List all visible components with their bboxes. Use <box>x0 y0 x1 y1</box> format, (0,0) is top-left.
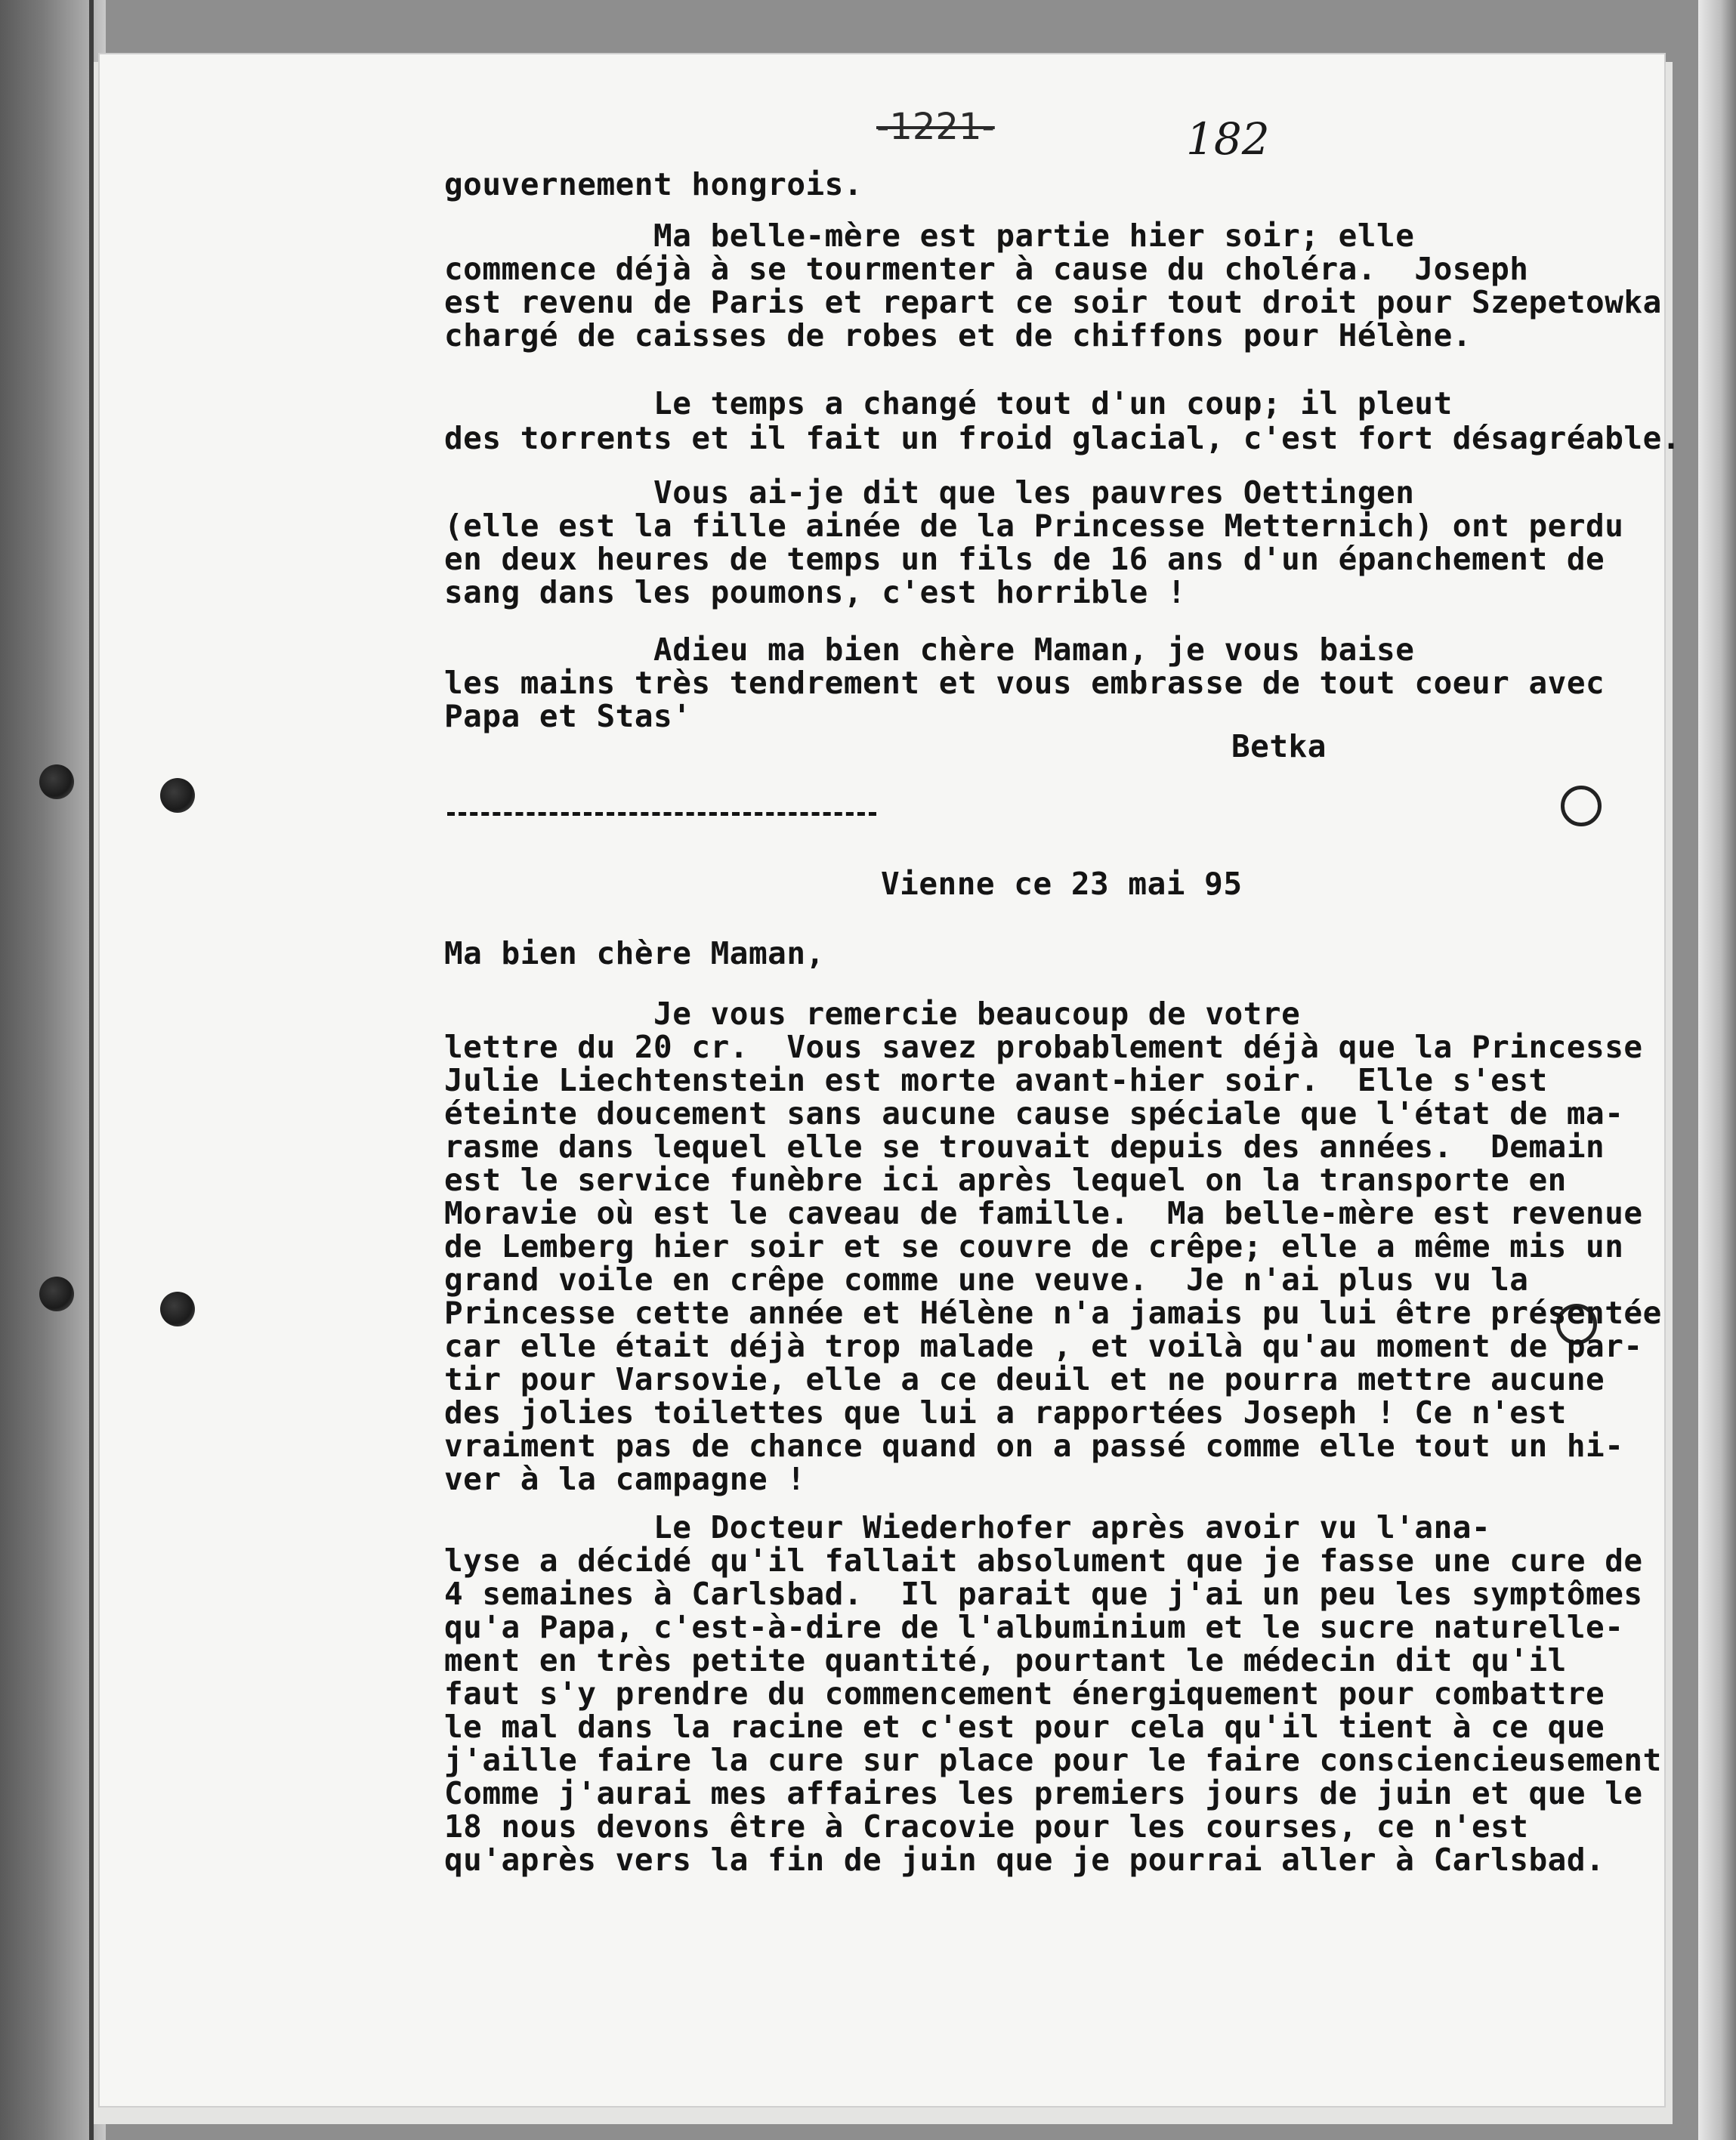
paragraph-line: Princesse cette année et Hélène n'a jamais pu lui être présentée <box>444 1295 1662 1331</box>
paragraph-line: les mains très tendrement et vous embrasse de tout coeur avec <box>444 665 1605 701</box>
paragraph-line: Adieu ma bien chère Maman, je vous baise <box>444 632 1415 668</box>
paragraph-line: ment en très petite quantité, pourtant le médecin dit qu'il <box>444 1642 1567 1678</box>
paragraph-line: Julie Liechtenstein est morte avant-hier soir. Elle s'est <box>444 1062 1548 1098</box>
paragraph-line: faut s'y prendre du commencement énergiquement pour combattre <box>444 1675 1605 1712</box>
paragraph-line: des torrents et il fait un froid glacial, c'est fort désagréable. <box>444 420 1681 456</box>
paragraph-line: rasme dans lequel elle se trouvait depuis des années. Demain <box>444 1129 1605 1165</box>
punch-ring <box>1561 786 1602 826</box>
punch-hole <box>39 764 74 799</box>
paragraph-line: est le service funèbre ici après lequel on la transporte en <box>444 1162 1567 1198</box>
paragraph-line: commence déjà à se tourmenter à cause du choléra. Joseph <box>444 251 1529 287</box>
page-number-struck: -1221- <box>876 106 995 148</box>
punch-hole <box>160 778 195 813</box>
folio-number: 182 <box>1186 113 1270 165</box>
paragraph-line: qu'a Papa, c'est-à-dire de l'albuminium et le sucre naturelle- <box>444 1609 1624 1645</box>
paragraph-line: lyse a décidé qu'il fallait absolument que je fasse une cure de <box>444 1542 1643 1579</box>
paragraph-line: car elle était déjà trop malade , et voilà qu'au moment de par- <box>444 1328 1643 1364</box>
paragraph-line: gouvernement hongrois. <box>444 166 863 202</box>
signature: Betka <box>1231 728 1327 764</box>
paragraph-line: Moravie où est le caveau de famille. Ma belle-mère est revenue <box>444 1195 1643 1231</box>
paragraph-line: (elle est la fille ainée de la Princesse Metternich) ont perdu <box>444 508 1624 544</box>
paragraph-line: vraiment pas de chance quand on a passé comme elle tout un hi- <box>444 1428 1624 1464</box>
paragraph-line: est revenu de Paris et repart ce soir tout droit pour Szepetowka <box>444 284 1662 320</box>
punch-hole <box>39 1277 74 1311</box>
paragraph-line: lettre du 20 cr. Vous savez probablement déjà que la Princesse <box>444 1029 1643 1065</box>
paragraph-line: Vous ai-je dit que les pauvres Oettingen <box>444 474 1415 511</box>
paragraph-line: qu'après vers la fin de juin que je pourrai aller à Carlsbad. <box>444 1842 1605 1878</box>
paragraph-line: 4 semaines à Carlsbad. Il parait que j'ai un peu les symptômes <box>444 1576 1643 1612</box>
separator-rule <box>447 812 876 816</box>
scanner-frame-right <box>1698 0 1736 2140</box>
paragraph-line: le mal dans la racine et c'est pour cela qu'il tient à ce que <box>444 1709 1605 1745</box>
paragraph-line: des jolies toilettes que lui a rapportées Joseph ! Ce n'est <box>444 1394 1567 1431</box>
paragraph-line: ver à la campagne ! <box>444 1461 806 1497</box>
paragraph-line: grand voile en crêpe comme une veuve. Je n'ai plus vu la <box>444 1261 1529 1298</box>
paragraph-line: Le Docteur Wiederhofer après avoir vu l'ana- <box>444 1509 1491 1546</box>
paragraph-line: Je vous remercie beaucoup de votre <box>444 996 1301 1032</box>
punch-hole <box>160 1292 195 1326</box>
paragraph-line: Le temps a changé tout d'un coup; il pleut <box>444 385 1453 422</box>
paragraph-line: j'aille faire la cure sur place pour le faire consciencieusement <box>444 1742 1662 1778</box>
paragraph-line: en deux heures de temps un fils de 16 ans d'un épanchement de <box>444 541 1605 577</box>
dateline: Vienne ce 23 mai 95 <box>881 866 1243 902</box>
paragraph-line: tir pour Varsovie, elle a ce deuil et ne pourra mettre aucune <box>444 1361 1605 1397</box>
paragraph-line: Papa et Stas' <box>444 698 692 734</box>
paragraph-line: éteinte doucement sans aucune cause spéciale que l'état de ma- <box>444 1095 1624 1132</box>
paragraph-line: 18 nous devons être à Cracovie pour les courses, ce n'est <box>444 1808 1529 1845</box>
salutation: Ma bien chère Maman, <box>444 935 825 971</box>
paragraph-line: sang dans les poumons, c'est horrible ! <box>444 574 1187 610</box>
paragraph-line: Ma belle-mère est partie hier soir; elle <box>444 218 1415 254</box>
paragraph-line: Comme j'aurai mes affaires les premiers jours de juin et que le <box>444 1775 1643 1811</box>
paragraph-line: de Lemberg hier soir et se couvre de crêpe; elle a même mis un <box>444 1228 1624 1265</box>
paragraph-line: chargé de caisses de robes et de chiffons pour Hélène. <box>444 317 1472 354</box>
